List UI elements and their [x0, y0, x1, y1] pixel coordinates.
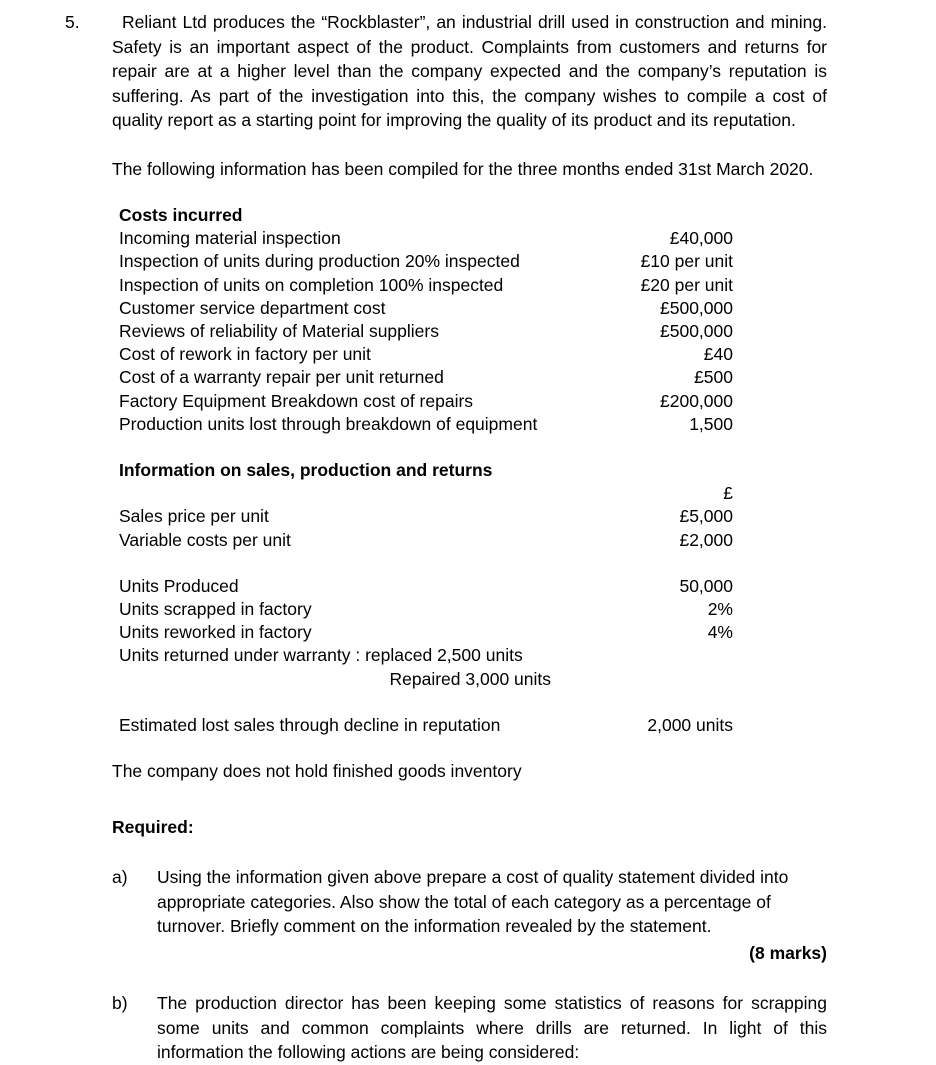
cost-label: Incoming material inspection: [119, 228, 341, 249]
cost-label: Factory Equipment Breakdown cost of repairs: [119, 390, 474, 411]
cost-value: £500: [694, 367, 733, 388]
unit-value: 50,000: [679, 575, 733, 596]
table-row: [119, 505, 733, 528]
table-row: [119, 227, 733, 250]
price-value: £2,000: [679, 529, 733, 550]
table-row: [119, 366, 733, 389]
cost-value: £20 per unit: [640, 274, 733, 295]
cost-value: £10 per unit: [640, 251, 733, 272]
sub-question-b-letter: b): [112, 993, 128, 1014]
sub-question-b-text: The production director has been keeping some statistics of reasons for scrapping some units and common complaints where drills are returned. In light of this information the following actions are being considered:: [157, 993, 827, 1063]
question-intro-text: Reliant Ltd produces the “Rockblaster”, an industrial drill used in construction and mining. Safety is an important aspect of the product. Complaints from customers and returns for repair are at a higher level than the company expected and the company’s reputation is suffering. As part of the investigation into this, the company wishes to compile a cost of quality report as a starting point for improving the quality of its product and its reputation.: [112, 12, 827, 130]
compiled-information-note: The following information has been compiled for the three months ended 31st March 2020.: [112, 158, 814, 179]
sub-question-a-marks: (8 marks): [749, 942, 827, 963]
price-value: £5,000: [679, 506, 733, 527]
currency-column-header: £: [723, 483, 733, 504]
sub-question-a-letter: a): [112, 867, 128, 888]
cost-label: Cost of a warranty repair per unit returned: [119, 367, 444, 388]
table-row: [119, 598, 733, 621]
cost-label: Cost of rework in factory per unit: [119, 344, 371, 365]
table-row: [119, 390, 733, 413]
cost-label: Production units lost through breakdown of equipment: [119, 413, 538, 434]
sales-info-heading: Information on sales, production and returns: [119, 460, 493, 481]
cost-value: £40: [703, 344, 733, 365]
price-label: Sales price per unit: [119, 506, 269, 527]
cost-value: £200,000: [660, 390, 733, 411]
unit-value: 2%: [707, 599, 733, 620]
table-row: [119, 320, 733, 343]
sub-question-b: [112, 991, 827, 1065]
cost-value: £500,000: [660, 297, 733, 318]
sub-question-a: [112, 865, 827, 965]
table-row: [119, 621, 733, 644]
warranty-returned-line: Units returned under warranty : replaced 2,500 units: [119, 645, 523, 666]
table-row: [119, 529, 733, 552]
cost-label: Inspection of units during production 20% inspected: [119, 251, 520, 272]
inventory-note: The company does not hold finished goods inventory: [112, 761, 522, 782]
table-row: [119, 343, 733, 366]
required-heading: Required:: [112, 817, 194, 838]
table-row: [119, 575, 733, 598]
cost-label: Customer service department cost: [119, 297, 386, 318]
cost-label: Inspection of units on completion 100% inspected: [119, 274, 504, 295]
price-label: Variable costs per unit: [119, 529, 291, 550]
cost-value: 1,500: [689, 413, 733, 434]
cost-value: £500,000: [660, 321, 733, 342]
costs-incurred-block: [119, 204, 733, 436]
table-row: [119, 413, 733, 436]
costs-incurred-heading: Costs incurred: [119, 205, 243, 225]
lost-sales-row: [119, 714, 733, 737]
cost-value: £40,000: [669, 228, 733, 249]
cost-label: Reviews of reliability of Material suppliers: [119, 321, 439, 342]
unit-label: Units reworked in factory: [119, 622, 312, 643]
exam-question-page: [0, 10, 936, 1063]
unit-label: Units scrapped in factory: [119, 599, 312, 620]
question-number: 5.: [65, 12, 80, 32]
unit-label: Units Produced: [119, 575, 239, 596]
table-row: [119, 250, 733, 273]
question-intro-block: [0, 10, 936, 133]
table-row: [119, 297, 733, 320]
sub-question-a-text: Using the information given above prepare a cost of quality statement divided into appropriate categories. Also show the total of each category as a percentage of turnover. Briefly comment on the information revealed by the statement.: [157, 867, 789, 937]
warranty-repaired-line: Repaired 3,000 units: [389, 668, 551, 689]
unit-value: 4%: [707, 622, 733, 643]
sales-info-block: [119, 459, 733, 691]
lost-sales-value: 2,000 units: [647, 714, 733, 735]
lost-sales-label: Estimated lost sales through decline in reputation: [119, 714, 501, 735]
table-row: [119, 274, 733, 297]
